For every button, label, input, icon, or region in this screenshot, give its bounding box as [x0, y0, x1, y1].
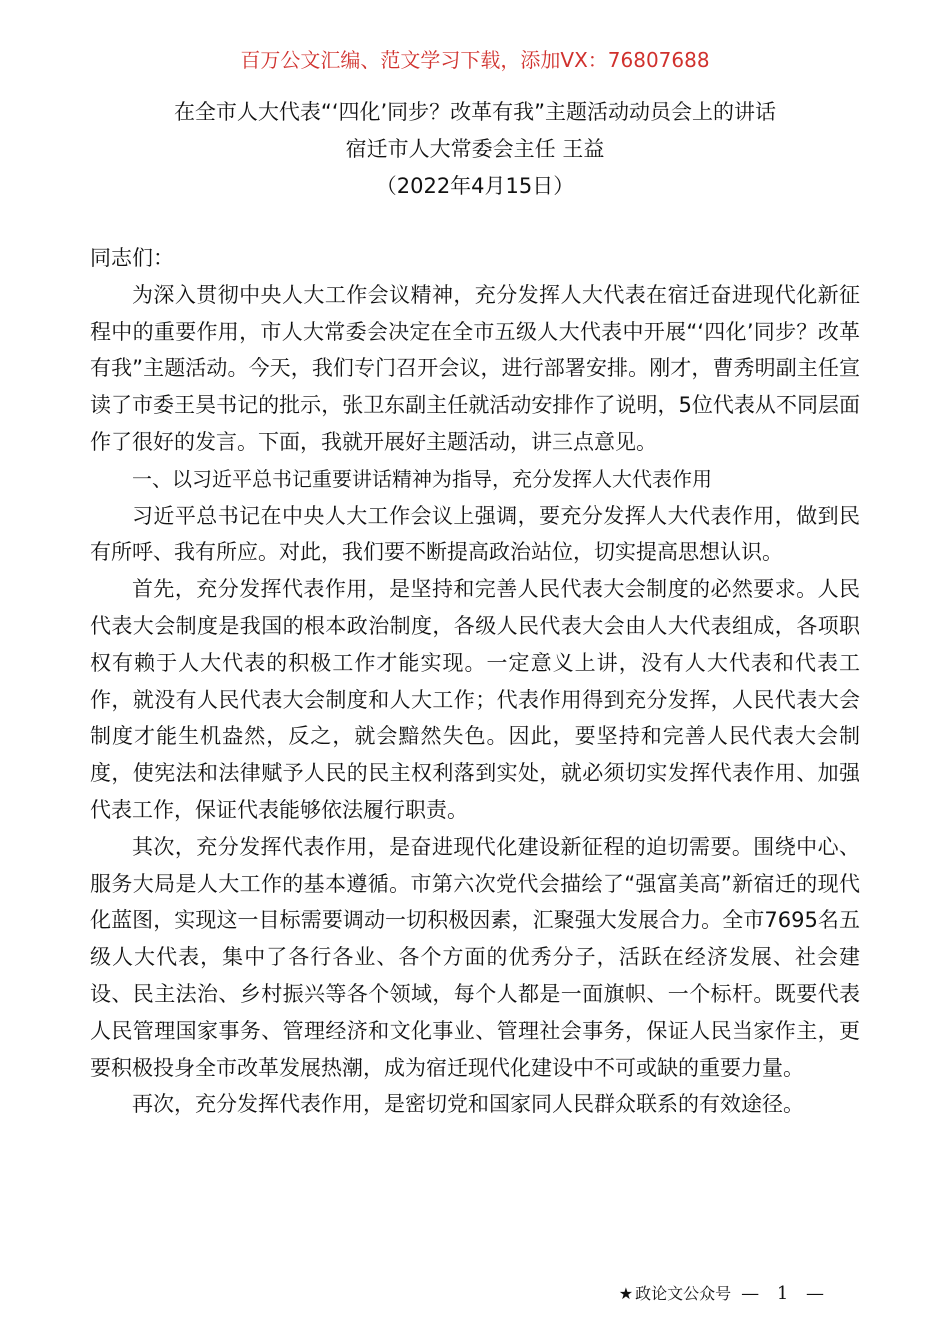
- paragraph-first-point: 首先，充分发挥代表作用，是坚持和完善人民代表大会制度的必然要求。人民代表大会制度是我国的根本政治制度，各级人民代表大会由人大代表组成，各项职权有赖于人大代表的积极工作才能实现。一定意义上讲，没有人大代表和代表工作，就没有人民代表大会制度和人大工作；代表作用得到充分发挥，人民代表大会制度才能生机盎然，反之，就会黯然失色。因此，要坚持和完善人民代表大会制度，使宪法和法律赋予人民的民主权利落到实处，就必须切实发挥代表作用、加强代表工作，保证代表能够依法履行职责。: [90, 577, 860, 822]
- page-number: — 1 —: [741, 1283, 830, 1304]
- paragraph-third-point: 再次，充分发挥代表作用，是密切党和国家同人民群众联系的有效途径。: [132, 1092, 804, 1117]
- promo-banner: 百万公文汇编、范文学习下载，添加VX：76807688: [240, 48, 710, 72]
- speech-date: （2022年4月15日）: [375, 174, 575, 198]
- footer-source: 政论文公众号: [635, 1284, 732, 1303]
- paragraph-second-point: 其次，充分发挥代表作用，是奋进现代化建设新征程的迫切需要。围绕中心、服务大局是人大工作的基本遵循。市第六次党代会描绘了“强富美高”新宿迁的现代化蓝图，实现这一目标需要调动一切积极因素，汇聚强大发展合力。全市7695名五级人大代表，集中了各行各业、各个方面的优秀分子，活跃在经济发展、社会建设、民主法治、乡村振兴等各个领域，每个人都是一面旗帜、一个标杆。既要代表人民管理国家事务、管理经济和文化事业、管理社会事务，保证人民当家作主，更要积极投身全市改革发展热潮，成为宿迁现代化建设中不可或缺的重要力量。: [90, 834, 860, 1080]
- section-heading-1: 一、以习近平总书记重要讲话精神为指导，充分发挥人大代表作用: [132, 466, 712, 491]
- paragraph-intro: 为深入贯彻中央人大工作会议精神，充分发挥人大代表在宿迁奋进现代化新征程中的重要作用，市人大常委会决定在全市五级人大代表中开展“‘四化’同步？改革有我”主题活动。今天，我们专门召开会议，进行部署安排。刚才，曹秀明副主任宣读了市委王昊书记的批示，张卫东副主任就活动安排作了说明，5位代表从不同层面作了很好的发言。下面，我就开展好主题活动，讲三点意见。: [90, 282, 860, 454]
- speech-author: 宿迁市人大常委会主任 王益: [345, 137, 605, 161]
- page-footer: [619, 1282, 830, 1306]
- speech-body: [90, 240, 860, 1123]
- star-icon: ★: [618, 1284, 634, 1303]
- speech-title: 在全市人大代表“‘四化’同步？改革有我”主题活动动员会上的讲话: [173, 100, 777, 124]
- paragraph-section-1-intro: 习近平总书记在中央人大工作会议上强调，要充分发挥人大代表作用，做到民有所呼、我有所应。对此，我们要不断提高政治站位，切实提高思想认识。: [90, 503, 860, 565]
- salutation: 同志们：: [90, 246, 174, 270]
